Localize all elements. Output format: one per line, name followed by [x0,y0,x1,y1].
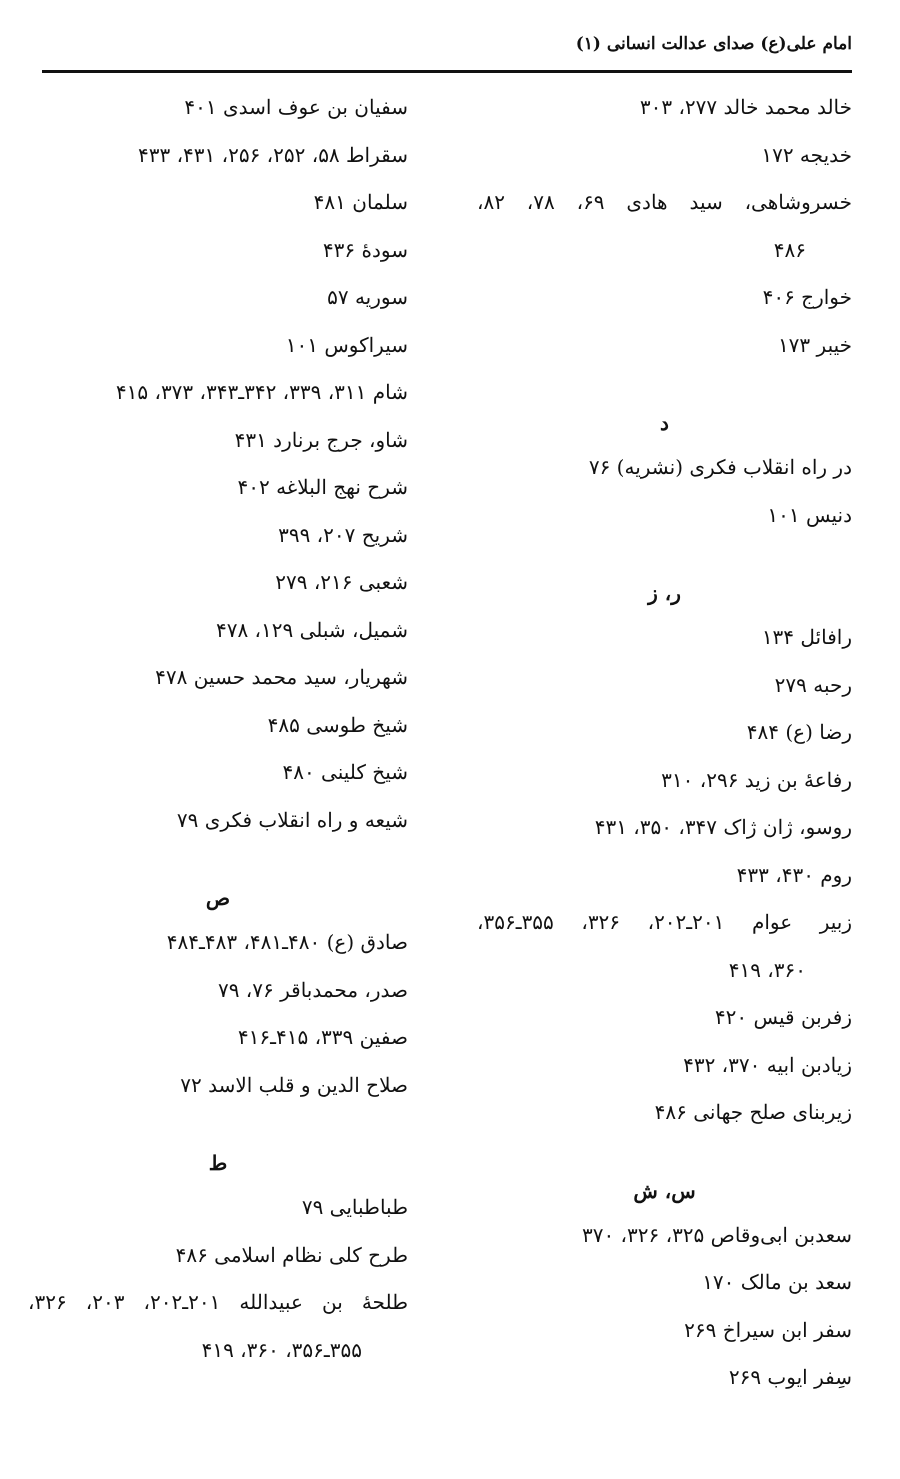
letter-heading-re-ze: ر، ز [648,581,681,605]
index-entry: خدیجه ۱۷۲ [761,142,852,167]
index-entry: شیخ طوسی ۴۸۵ [267,712,408,737]
index-entry: سفیان بن عوف اسدی ۴۰۱ [184,95,408,119]
index-entry: خسروشاهی، سید هادی ۶۹، ۷۸، ۸۲، [477,190,853,214]
index-entry: سوریه ۵۷ [327,285,408,309]
index-entry: سیراکوس ۱۰۱ [285,332,408,357]
index-entry: رافائل ۱۳۴ [761,625,852,649]
index-entry: سودهٔ ۴۳۶ [322,237,408,262]
letter-heading-ta: ط [208,1151,228,1175]
letter-heading-sad: ص [205,886,231,910]
index-entry: زفربن قیس ۴۲۰ [714,1005,852,1029]
index-entry-continuation: ۴۸۶ [773,237,806,262]
index-entry: سفر ابن سیراخ ۲۶۹ [684,1317,852,1342]
index-entry: زیادبن ابیه ۳۷۰، ۴۳۲ [683,1052,852,1077]
index-entry: سلمان ۴۸۱ [313,190,408,214]
index-entry: سعد بن مالک ۱۷۰ [702,1270,852,1294]
index-entry-continuation: ۳۵۵ـ۳۵۶، ۳۶۰، ۴۱۹ [201,1337,362,1362]
index-entry: صفین ۳۳۹، ۴۱۵ـ۴۱۶ [237,1025,408,1049]
index-entry: صلاح الدین و قلب الاسد ۷۲ [180,1072,408,1097]
index-entry: دنیس ۱۰۱ [767,502,852,527]
index-column-left [28,88,408,1378]
index-entry: در راه انقلاب فکری (نشریه) ۷۶ [588,455,852,479]
index-entry: صادق (ع) ۴۸۰ـ۴۸۱، ۴۸۳ـ۴۸۴ [166,930,408,954]
index-entry: صدر، محمدباقر ۷۶، ۷۹ [217,977,408,1002]
index-entry: طرح کلی نظام اسلامی ۴۸۶ [175,1242,408,1267]
index-entry: سِفر ایوب ۲۶۹ [728,1365,852,1389]
index-entry: شاو، جرج برنارد ۴۳۱ [234,427,408,452]
index-entry: شعبی ۲۱۶، ۲۷۹ [275,570,408,594]
index-entry: شمیل، شبلی ۱۲۹، ۴۷۸ [215,617,408,642]
index-entry: زیربنای صلح جهانی ۴۸۶ [654,1100,852,1124]
index-entry: روسو، ژان ژاک ۳۴۷، ۳۵۰، ۴۳۱ [594,815,852,839]
letter-heading-sin-shin: س، ش [633,1178,696,1203]
running-header: امام علی(ع) صدای عدالت انسانی (۱) [575,34,852,54]
index-entry: خیبر ۱۷۳ [777,332,852,357]
index-entry: شام ۳۱۱، ۳۳۹، ۳۴۲ـ۳۴۳، ۳۷۳، ۴۱۵ [115,380,408,404]
index-entry: شهریار، سید محمد حسین ۴۷۸ [155,665,408,689]
index-entry: شریح ۲۰۷، ۳۹۹ [278,522,408,547]
index-entry: خوارج ۴۰۶ [762,285,852,309]
index-entry: شیعه و راه انقلاب فکری ۷۹ [176,807,408,832]
index-entry: خالد محمد خالد ۲۷۷، ۳۰۳ [639,95,852,119]
index-entry: زبیر عوام ۲۰۱ـ۲۰۲، ۳۲۶، ۳۵۵ـ۳۵۶، [477,910,853,934]
index-entry: سعدبن ابی‌وقاص ۳۲۵، ۳۲۶، ۳۷۰ [581,1222,852,1247]
index-entry: شیخ کلینی ۴۸۰ [282,760,408,784]
index-entry: سقراط ۵۸، ۲۵۲، ۲۵۶، ۴۳۱، ۴۳۳ [138,142,408,167]
index-entry: طلحهٔ بن عبیدالله ۲۰۱ـ۲۰۲، ۲۰۳، ۳۲۶، [28,1290,409,1314]
header-rule [42,70,852,73]
index-column-right [477,88,852,1406]
index-entry: شرح نهج البلاغه ۴۰۲ [237,475,408,499]
index-entry: رفاعهٔ بن زید ۲۹۶، ۳۱۰ [661,767,852,792]
letter-heading-dal: د [660,411,669,435]
index-entry: طباطبایی ۷۹ [301,1195,408,1219]
index-entry: رضا (ع) ۴۸۴ [746,720,852,744]
index-entry: رحبه ۲۷۹ [774,672,852,697]
index-entry-continuation: ۳۶۰، ۴۱۹ [728,957,806,982]
index-entry: روم ۴۳۰، ۴۳۳ [736,862,852,887]
